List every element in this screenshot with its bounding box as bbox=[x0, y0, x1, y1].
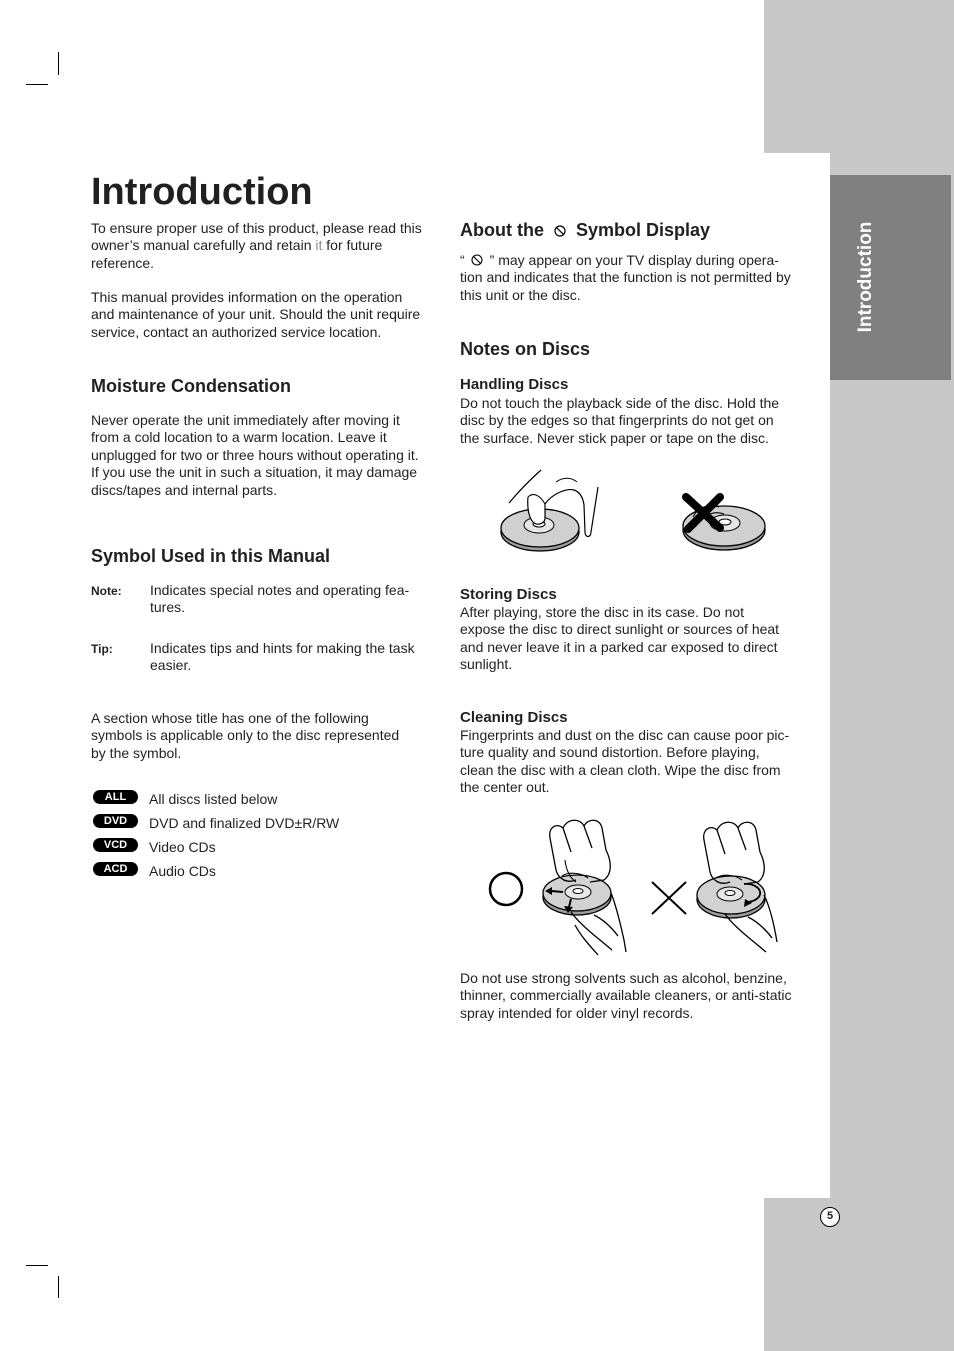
side-band-bottom bbox=[764, 1198, 954, 1351]
crop-mark-bottom-horizontal bbox=[26, 1265, 48, 1266]
crop-mark-bottom-vertical bbox=[58, 1276, 59, 1298]
intro-text-part-2: for future reference. bbox=[91, 237, 383, 271]
note-row bbox=[91, 582, 409, 617]
section-symbols-paragraph: A section whose title has one of the following symbols is applicable only to the disc represented by the symbol. bbox=[91, 710, 400, 761]
disc-badge-all: ALL bbox=[93, 790, 138, 804]
page-number: 5 bbox=[820, 1207, 840, 1227]
crop-mark-top-vertical bbox=[58, 52, 59, 75]
note-label: Note: bbox=[91, 584, 122, 598]
cleaning-discs-heading: Cleaning Discs bbox=[460, 709, 568, 726]
crop-mark-top-horizontal bbox=[26, 84, 48, 85]
tip-row bbox=[91, 640, 415, 675]
notes-on-discs-heading: Notes on Discs bbox=[460, 339, 591, 359]
disc-badge-acd: ACD bbox=[93, 862, 138, 876]
intro-text-part-1: To ensure proper use of this product, please read this owner’s manual carefully and retain bbox=[91, 220, 422, 254]
side-band-top bbox=[764, 0, 954, 153]
section-tab bbox=[830, 175, 951, 380]
disc-label-all: All discs listed below bbox=[149, 791, 278, 807]
symbol-heading: Symbol Used in this Manual bbox=[91, 546, 331, 566]
disc-label-dvd: DVD and finalized DVD±R/RW bbox=[149, 815, 340, 831]
handling-discs-illustration bbox=[490, 462, 780, 562]
correct-cleaning-illustration bbox=[543, 820, 626, 955]
tip-text: Indicates tips and hints for making the task easier. bbox=[150, 640, 415, 674]
disc-badge-dvd: DVD bbox=[93, 814, 138, 828]
incorrect-cleaning-illustration bbox=[697, 822, 777, 952]
solvents-warning-paragraph: Do not use strong solvents such as alcohol, benzine, thinner, commercially available cleaners, or anti-static spray intended for older vinyl records. bbox=[460, 970, 792, 1021]
about-symbol-paragraph bbox=[460, 252, 791, 304]
prohibited-symbol-icon bbox=[471, 254, 483, 266]
disc-symbol-row-all bbox=[93, 790, 393, 810]
disc-symbol-row-acd bbox=[93, 862, 393, 882]
section-tab-label: Introduction bbox=[855, 221, 876, 333]
about-symbol-text: ” may appear on your TV display during opera- tion and indicates that the function is not permitted by this unit or the disc. bbox=[460, 252, 791, 303]
manual-info-paragraph: This manual provides information on the operation and maintenance of your unit. Should the unit require service, contact an authorized service location. bbox=[91, 289, 421, 340]
wrong-cross-icon bbox=[652, 882, 686, 914]
disc-held-incorrectly-illustration bbox=[683, 497, 765, 550]
note-text: Indicates special notes and operating fea- tures. bbox=[150, 582, 410, 616]
intro-text-muted-word: it bbox=[315, 237, 323, 254]
disc-badge-vcd: VCD bbox=[93, 838, 138, 852]
cleaning-discs-illustration bbox=[486, 812, 786, 962]
page-title: Introduction bbox=[91, 171, 313, 213]
correct-circle-icon bbox=[490, 873, 522, 905]
moisture-heading: Moisture Condensation bbox=[91, 376, 292, 396]
storing-discs-heading: Storing Discs bbox=[460, 586, 557, 603]
disc-symbol-row-vcd bbox=[93, 838, 393, 858]
about-symbol-heading bbox=[460, 220, 710, 241]
about-heading-part-1: About the bbox=[460, 220, 544, 240]
cleaning-discs-paragraph: Fingerprints and dust on the disc can cause poor pic- ture quality and sound distortion. Before playing, clean the disc with a clean cloth. Wipe the disc from the center out. bbox=[460, 727, 790, 796]
handling-discs-paragraph: Do not touch the playback side of the disc. Hold the disc by the edges so that fingerprints do not get on the surface. Never stick paper or tape on the disc. bbox=[460, 395, 780, 446]
disc-held-correctly-illustration bbox=[501, 470, 598, 551]
handling-discs-heading: Handling Discs bbox=[460, 376, 569, 393]
disc-label-vcd: Video CDs bbox=[149, 839, 216, 855]
disc-label-acd: Audio CDs bbox=[149, 863, 216, 879]
storing-discs-paragraph: After playing, store the disc in its case. Do not expose the disc to direct sunlight or sources of heat and never leave it in a parked car exposed to direct sunlight. bbox=[460, 604, 780, 673]
about-heading-part-2: Symbol Display bbox=[575, 220, 711, 240]
open-quote: “ bbox=[460, 252, 465, 268]
tip-label: Tip: bbox=[91, 642, 113, 656]
intro-paragraph bbox=[91, 220, 422, 272]
disc-symbol-row-dvd bbox=[93, 814, 393, 834]
prohibited-symbol-icon bbox=[554, 225, 566, 237]
moisture-paragraph: Never operate the unit immediately after moving it from a cold location to a warm location. Leave it unplugged for two or three hours without operating it. If you use the unit in such a situation, it may damage discs/tapes and internal parts. bbox=[91, 412, 419, 498]
